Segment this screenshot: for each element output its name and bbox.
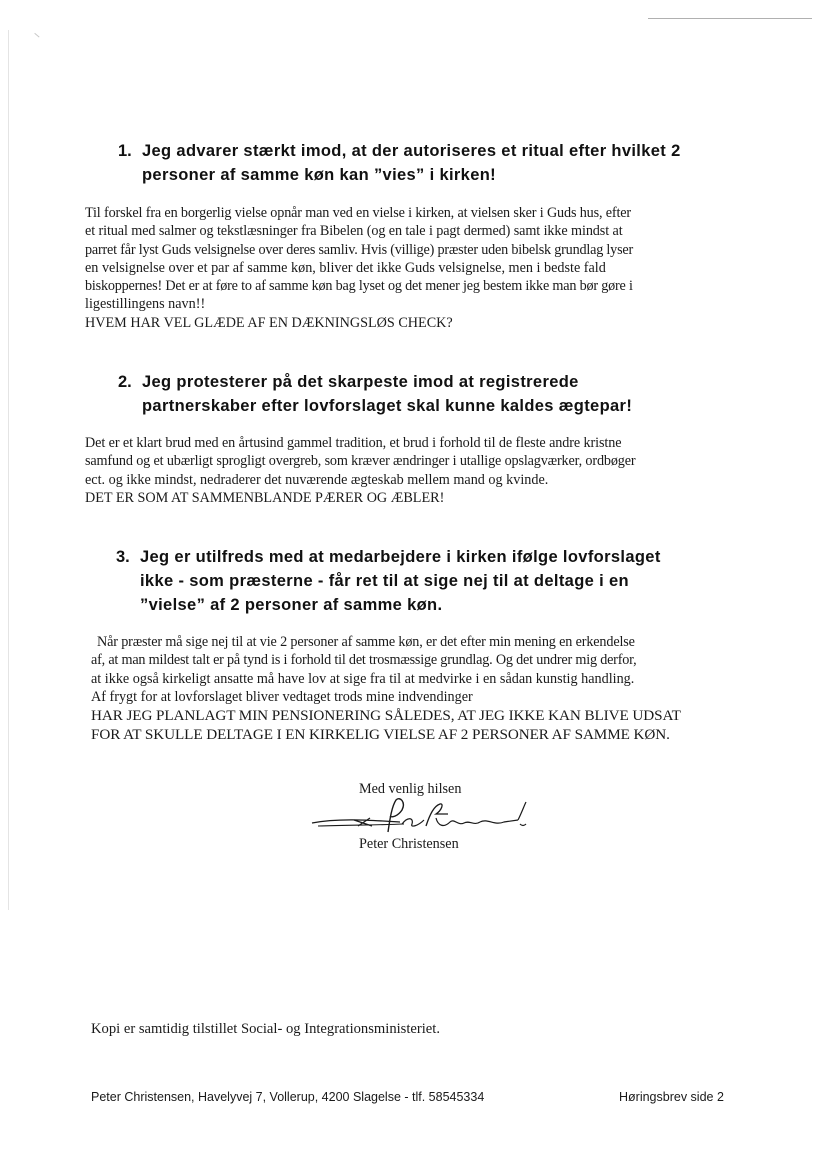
section-1-body (85, 204, 745, 332)
section-1-heading (118, 139, 758, 187)
section-1-number: 1. (118, 142, 132, 160)
footer-page-label: Høringsbrev side 2 (619, 1090, 724, 1104)
body-line: af, at man mildest talt er på tynd is i forhold til det trosmæssige grundlag. Og det undrer mig derfor, (91, 652, 637, 669)
footer-sender: Peter Christensen, Havelyvej 7, Vollerup, 4200 Slagelse - tlf. 58545334 (91, 1090, 485, 1104)
body-line: biskoppernes! Det er at føre to af samme køn bag lyset og det mener jeg bestem ikke man bør gøre i (85, 278, 633, 295)
section-3-heading-line: Jeg er utilfreds med at medarbejdere i kirken ifølge lovforslaget (140, 548, 661, 566)
scan-left-edge (8, 30, 9, 910)
body-caps-line: DET ER SOM AT SAMMENBLANDE PÆRER OG ÆBLER! (85, 489, 445, 506)
section-3-body (91, 633, 751, 706)
section-2-heading (118, 370, 758, 418)
scan-corner-mark (30, 33, 39, 42)
section-3-heading (116, 545, 756, 617)
body-line: ect. og ikke mindst, nedraderer det nuværende ægteskab mellem mand og kvinde. (85, 471, 549, 488)
section-3-heading-line: ”vielse” af 2 personer af samme køn. (140, 596, 443, 614)
section-3-number: 3. (116, 548, 130, 566)
body-line: Til forskel fra en borgerlig vielse opnår man ved en vielse i kirken, at vielsen sker i Guds hus, efter (85, 205, 631, 221)
body-line: Af frygt for at lovforslaget bliver vedtaget trods mine indvendinger (91, 688, 473, 705)
copy-note: Kopi er samtidig tilstillet Social- og Integrationsministeriet. (91, 1021, 440, 1037)
body-caps-line: HVEM HAR VEL GLÆDE AF EN DÆKNINGSLØS CHECK? (85, 314, 453, 331)
section-2-number: 2. (118, 373, 132, 391)
body-line: Det er et klart brud med en årtusind gammel tradition, et brud i forhold til de fleste andre kristne (85, 435, 622, 451)
body-line: samfund og et ubærligt sprogligt overgreb, som kræver ændringer i utallige opslagværker, ordbøger (85, 453, 636, 470)
body-line: et ritual med salmer og tekstlæsninger fra Bibelen (og en tale i pagt dermed) samt ikke mindst at (85, 223, 623, 240)
section-2-heading-line: partnerskaber efter lovforslaget skal kunne kaldes ægtepar! (142, 397, 633, 415)
body-line: Når præster må sige nej til at vie 2 personer af samme køn, er det efter min mening en erkendelse (97, 634, 635, 650)
section-1-heading-line: personer af samme køn kan ”vies” i kirken! (142, 166, 497, 184)
section-1-heading-line: Jeg advarer stærkt imod, at der autoriseres et ritual efter hvilket 2 (142, 142, 681, 160)
section-2-body (85, 434, 745, 507)
body-line: parret får lyst Guds velsignelse over deres samliv. Hvis (villige) præster uden bibelsk grundlag lyser (85, 241, 634, 258)
closing-greeting: Med venlig hilsen (359, 781, 462, 797)
section-3-heading-line: ikke - som præsterne - får ret til at sige nej til at deltage i en (140, 572, 629, 590)
body-line: ligestillingens navn!! (85, 296, 206, 313)
signature-name: Peter Christensen (359, 836, 459, 852)
handwritten-signature (308, 796, 532, 840)
body-line: en velsignelse over et par af samme køn, bliver det ikke Guds velsignelse, men i bedste fald (85, 259, 606, 276)
scan-top-rule (648, 18, 812, 19)
section-2-heading-line: Jeg protesterer på det skarpeste imod at registrerede (142, 373, 579, 391)
body-line: at ikke også kirkeligt ansatte må have lov at sige fra til at medvirke i en sådan kunstig handling. (91, 670, 635, 687)
section-3-caps-statement (91, 706, 681, 744)
caps-line: HAR JEG PLANLAGT MIN PENSIONERING SÅLEDES, AT JEG IKKE KAN BLIVE UDSAT (91, 707, 681, 724)
caps-line: FOR AT SKULLE DELTAGE I EN KIRKELIG VIELSE AF 2 PERSONER AF SAMME KØN. (91, 726, 670, 743)
